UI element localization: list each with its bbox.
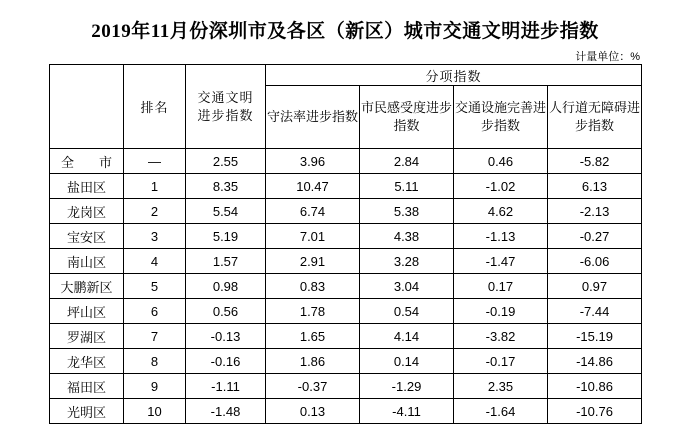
row-sub-sidewalk: -15.19 [548, 324, 642, 349]
row-sub-lawfulness: 10.47 [266, 174, 360, 199]
row-sub-lawfulness: 0.83 [266, 274, 360, 299]
row-name: 福田区 [50, 374, 124, 399]
row-sub-lawfulness: 3.96 [266, 149, 360, 174]
row-sub-perception: 4.38 [360, 224, 454, 249]
row-sub-lawfulness: 1.78 [266, 299, 360, 324]
row-sub-perception: 0.54 [360, 299, 454, 324]
header-sub-perception: 市民感受度进步指数 [360, 86, 454, 149]
row-rank: 7 [124, 324, 186, 349]
row-sub-perception: -1.29 [360, 374, 454, 399]
row-sub-sidewalk: -7.44 [548, 299, 642, 324]
row-name: 龙岗区 [50, 199, 124, 224]
row-main-index: 5.54 [186, 199, 266, 224]
row-sub-sidewalk: -10.76 [548, 399, 642, 424]
row-name: 宝安区 [50, 224, 124, 249]
row-main-index: 0.98 [186, 274, 266, 299]
table-row [50, 149, 642, 174]
row-sub-facilities: -0.19 [454, 299, 548, 324]
table-row [50, 374, 642, 399]
row-sub-facilities: -1.64 [454, 399, 548, 424]
row-sub-lawfulness: 0.13 [266, 399, 360, 424]
row-rank: 1 [124, 174, 186, 199]
row-main-index: 1.57 [186, 249, 266, 274]
row-name: 南山区 [50, 249, 124, 274]
header-main-index: 交通文明进步指数 [186, 65, 266, 149]
row-sub-lawfulness: 1.86 [266, 349, 360, 374]
header-sub-sidewalk: 人行道无障碍进步指数 [548, 86, 642, 149]
row-main-index: -1.11 [186, 374, 266, 399]
row-sub-perception: 3.28 [360, 249, 454, 274]
row-rank: 4 [124, 249, 186, 274]
table-row [50, 349, 642, 374]
row-sub-perception: 5.38 [360, 199, 454, 224]
row-name: 大鹏新区 [50, 274, 124, 299]
corner-cell [50, 65, 124, 149]
row-rank: 9 [124, 374, 186, 399]
row-sub-sidewalk: -5.82 [548, 149, 642, 174]
row-main-index: 8.35 [186, 174, 266, 199]
row-rank: 6 [124, 299, 186, 324]
header-sub-group: 分项指数 [266, 65, 642, 86]
row-sub-perception: 4.14 [360, 324, 454, 349]
row-main-index: 2.55 [186, 149, 266, 174]
row-sub-sidewalk: -14.86 [548, 349, 642, 374]
row-sub-sidewalk: -10.86 [548, 374, 642, 399]
row-name: 龙华区 [50, 349, 124, 374]
row-sub-facilities: -1.13 [454, 224, 548, 249]
table-row [50, 249, 642, 274]
page-title: 2019年11月份深圳市及各区（新区）城市交通文明进步指数 [91, 21, 599, 42]
row-name: 光明区 [50, 399, 124, 424]
row-sub-lawfulness: 2.91 [266, 249, 360, 274]
row-sub-perception: 5.11 [360, 174, 454, 199]
row-main-index: -0.16 [186, 349, 266, 374]
row-main-index: -1.48 [186, 399, 266, 424]
row-sub-lawfulness: 6.74 [266, 199, 360, 224]
row-main-index: 5.19 [186, 224, 266, 249]
row-sub-perception: 3.04 [360, 274, 454, 299]
index-table [49, 64, 642, 424]
table-row [50, 274, 642, 299]
table-row [50, 324, 642, 349]
row-rank: 10 [124, 399, 186, 424]
table-row [50, 399, 642, 424]
row-sub-lawfulness: 7.01 [266, 224, 360, 249]
table-row [50, 299, 642, 324]
row-rank: 3 [124, 224, 186, 249]
row-main-index: 0.56 [186, 299, 266, 324]
row-sub-facilities: -1.47 [454, 249, 548, 274]
row-sub-facilities: 2.35 [454, 374, 548, 399]
header-rank: 排名 [124, 65, 186, 149]
row-sub-facilities: 0.46 [454, 149, 548, 174]
row-sub-sidewalk: 0.97 [548, 274, 642, 299]
table-header-group-row [50, 65, 642, 86]
row-sub-facilities: -0.17 [454, 349, 548, 374]
row-name: 盐田区 [50, 174, 124, 199]
row-sub-lawfulness: -0.37 [266, 374, 360, 399]
row-sub-perception: 2.84 [360, 149, 454, 174]
row-sub-sidewalk: -6.06 [548, 249, 642, 274]
row-rank: — [124, 149, 186, 174]
table-row [50, 224, 642, 249]
row-name: 坪山区 [50, 299, 124, 324]
row-name: 全 市 [50, 149, 124, 174]
row-sub-sidewalk: -0.27 [548, 224, 642, 249]
header-sub-facilities: 交通设施完善进步指数 [454, 86, 548, 149]
row-main-index: -0.13 [186, 324, 266, 349]
row-sub-facilities: 0.17 [454, 274, 548, 299]
table-row [50, 174, 642, 199]
row-sub-lawfulness: 1.65 [266, 324, 360, 349]
row-sub-perception: 0.14 [360, 349, 454, 374]
row-rank: 2 [124, 199, 186, 224]
row-sub-facilities: 4.62 [454, 199, 548, 224]
row-sub-facilities: -3.82 [454, 324, 548, 349]
row-sub-sidewalk: 6.13 [548, 174, 642, 199]
unit-note: 计量单位：% [575, 51, 640, 63]
row-sub-sidewalk: -2.13 [548, 199, 642, 224]
table-row [50, 199, 642, 224]
header-sub-lawfulness: 守法率进步指数 [266, 86, 360, 149]
row-name: 罗湖区 [50, 324, 124, 349]
row-rank: 8 [124, 349, 186, 374]
row-rank: 5 [124, 274, 186, 299]
row-sub-perception: -4.11 [360, 399, 454, 424]
row-sub-facilities: -1.02 [454, 174, 548, 199]
